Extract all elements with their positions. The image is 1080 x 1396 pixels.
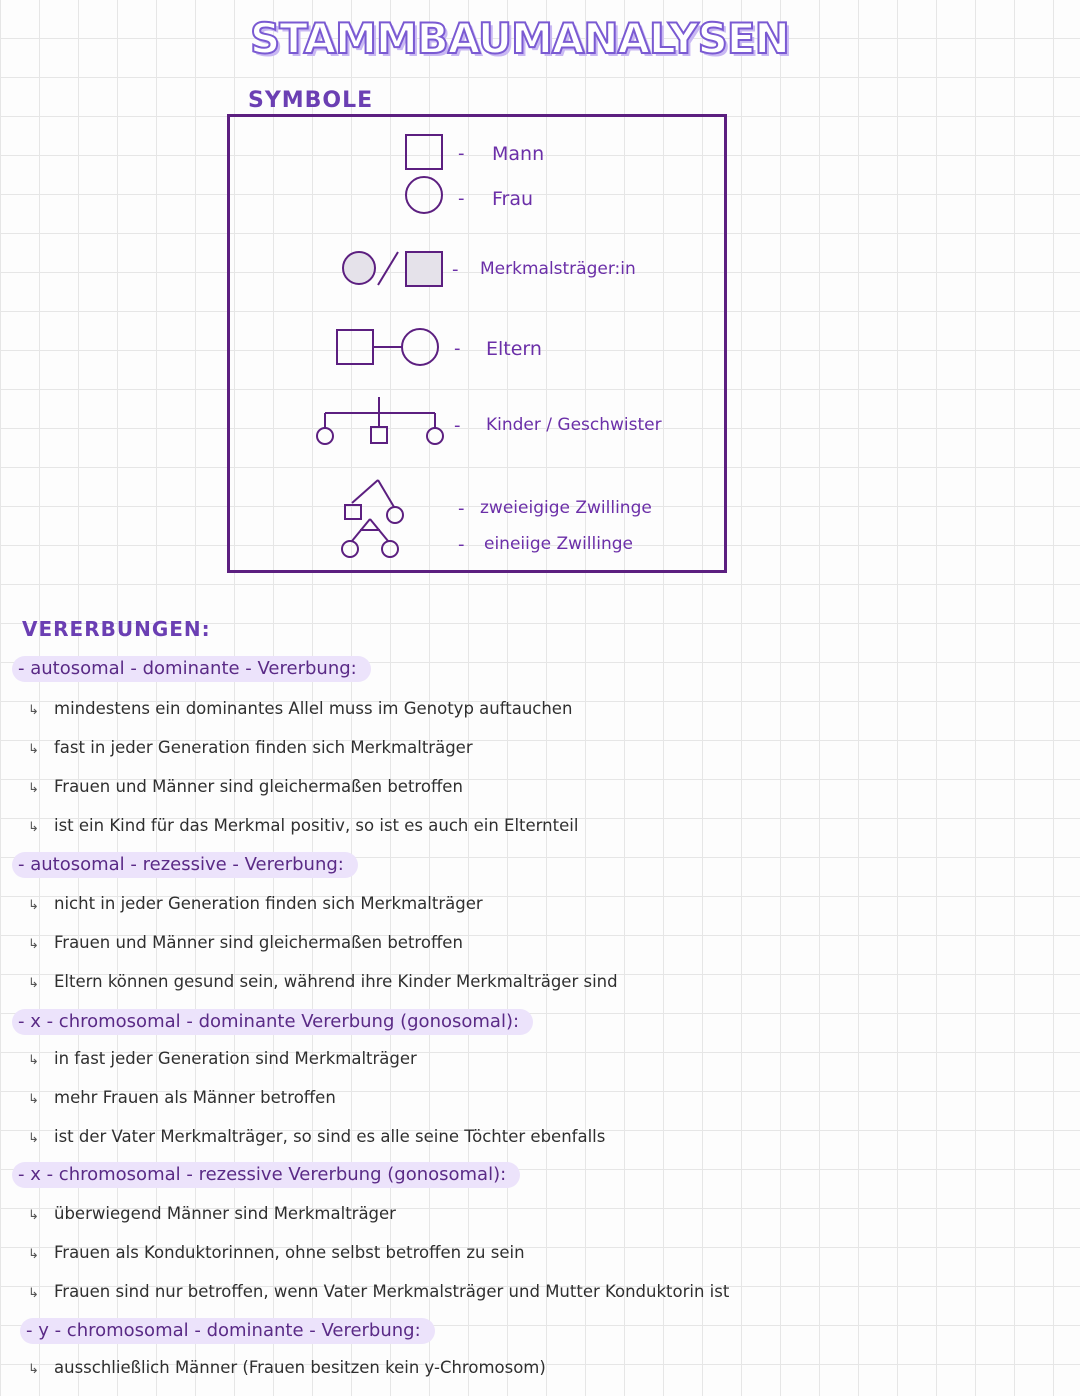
arrow-icon: ↳ xyxy=(28,1053,39,1068)
arrow-icon: ↳ xyxy=(28,1362,39,1377)
arrow-icon: ↳ xyxy=(28,976,39,991)
section-title-x-recessive: - x - chromosomal - rezessive Vererbung (gonosomal): xyxy=(12,1162,520,1188)
section-title-autosomal-recessive: - autosomal - rezessive - Vererbung: xyxy=(12,852,358,878)
label-eltern: Eltern xyxy=(486,338,542,360)
label-kinder-geschwister: Kinder / Geschwister xyxy=(486,415,662,435)
list-item: ↳ mehr Frauen als Männer betroffen xyxy=(28,1087,336,1111)
list-item: ↳ mindestens ein dominantes Allel muss im Genotyp auftauchen xyxy=(28,698,572,722)
list-item: ↳ Eltern können gesund sein, während ihre Kinder Merkmalträger sind xyxy=(28,971,618,995)
page-title: STAMMBAUMANALYSEN xyxy=(250,14,789,63)
arrow-icon: ↳ xyxy=(28,1092,39,1107)
arrow-icon: ↳ xyxy=(28,742,39,757)
list-item: ↳ ist ein Kind für das Merkmal positiv, so ist es auch ein Elternteil xyxy=(28,815,578,839)
list-item: ↳ Frauen als Konduktorinnen, ohne selbst betroffen zu sein xyxy=(28,1242,525,1266)
list-item: ↳ nicht in jeder Generation finden sich Merkmalträger xyxy=(28,893,483,917)
list-item: ↳ ist der Vater Merkmalträger, so sind es alle seine Töchter ebenfalls xyxy=(28,1126,605,1150)
label-zweieiige-zwillinge: zweieigige Zwillinge xyxy=(480,498,652,518)
label-eineiige-zwillinge: eineiige Zwillinge xyxy=(484,534,633,554)
list-item: ↳ ausschließlich Männer (Frauen besitzen kein y-Chromosom) xyxy=(28,1357,546,1381)
section-title-y-dominant: - y - chromosomal - dominante - Vererbung: xyxy=(20,1318,435,1344)
section-title-autosomal-dominant: - autosomal - dominante - Vererbung: xyxy=(12,656,371,682)
arrow-icon: ↳ xyxy=(28,820,39,835)
list-item: ↳ in fast jeder Generation sind Merkmalträger xyxy=(28,1048,417,1072)
arrow-icon: ↳ xyxy=(28,781,39,796)
label-frau: Frau xyxy=(492,188,534,210)
arrow-icon: ↳ xyxy=(28,1208,39,1223)
arrow-icon: ↳ xyxy=(28,898,39,913)
list-item: ↳ Frauen sind nur betroffen, wenn Vater Merkmalsträger und Mutter Konduktorin ist xyxy=(28,1281,729,1305)
label-merkmalstraeger: Merkmalsträger:in xyxy=(480,259,636,279)
list-item: ↳ überwiegend Männer sind Merkmalträger xyxy=(28,1203,396,1227)
arrow-icon: ↳ xyxy=(28,703,39,718)
arrow-icon: ↳ xyxy=(28,937,39,952)
arrow-icon: ↳ xyxy=(28,1131,39,1146)
list-item: ↳ fast in jeder Generation finden sich Merkmalträger xyxy=(28,737,473,761)
list-item: ↳ Frauen und Männer sind gleichermaßen betroffen xyxy=(28,932,463,956)
symbols-box xyxy=(227,114,727,573)
arrow-icon: ↳ xyxy=(28,1286,39,1301)
section-title-x-dominant: - x - chromosomal - dominante Vererbung (gonosomal): xyxy=(12,1009,533,1035)
arrow-icon: ↳ xyxy=(28,1247,39,1262)
inheritance-heading: VERERBUNGEN: xyxy=(22,617,211,641)
symbols-heading: SYMBOLE xyxy=(248,88,374,113)
list-item: ↳ Frauen und Männer sind gleichermaßen betroffen xyxy=(28,776,463,800)
label-mann: Mann xyxy=(492,143,545,165)
